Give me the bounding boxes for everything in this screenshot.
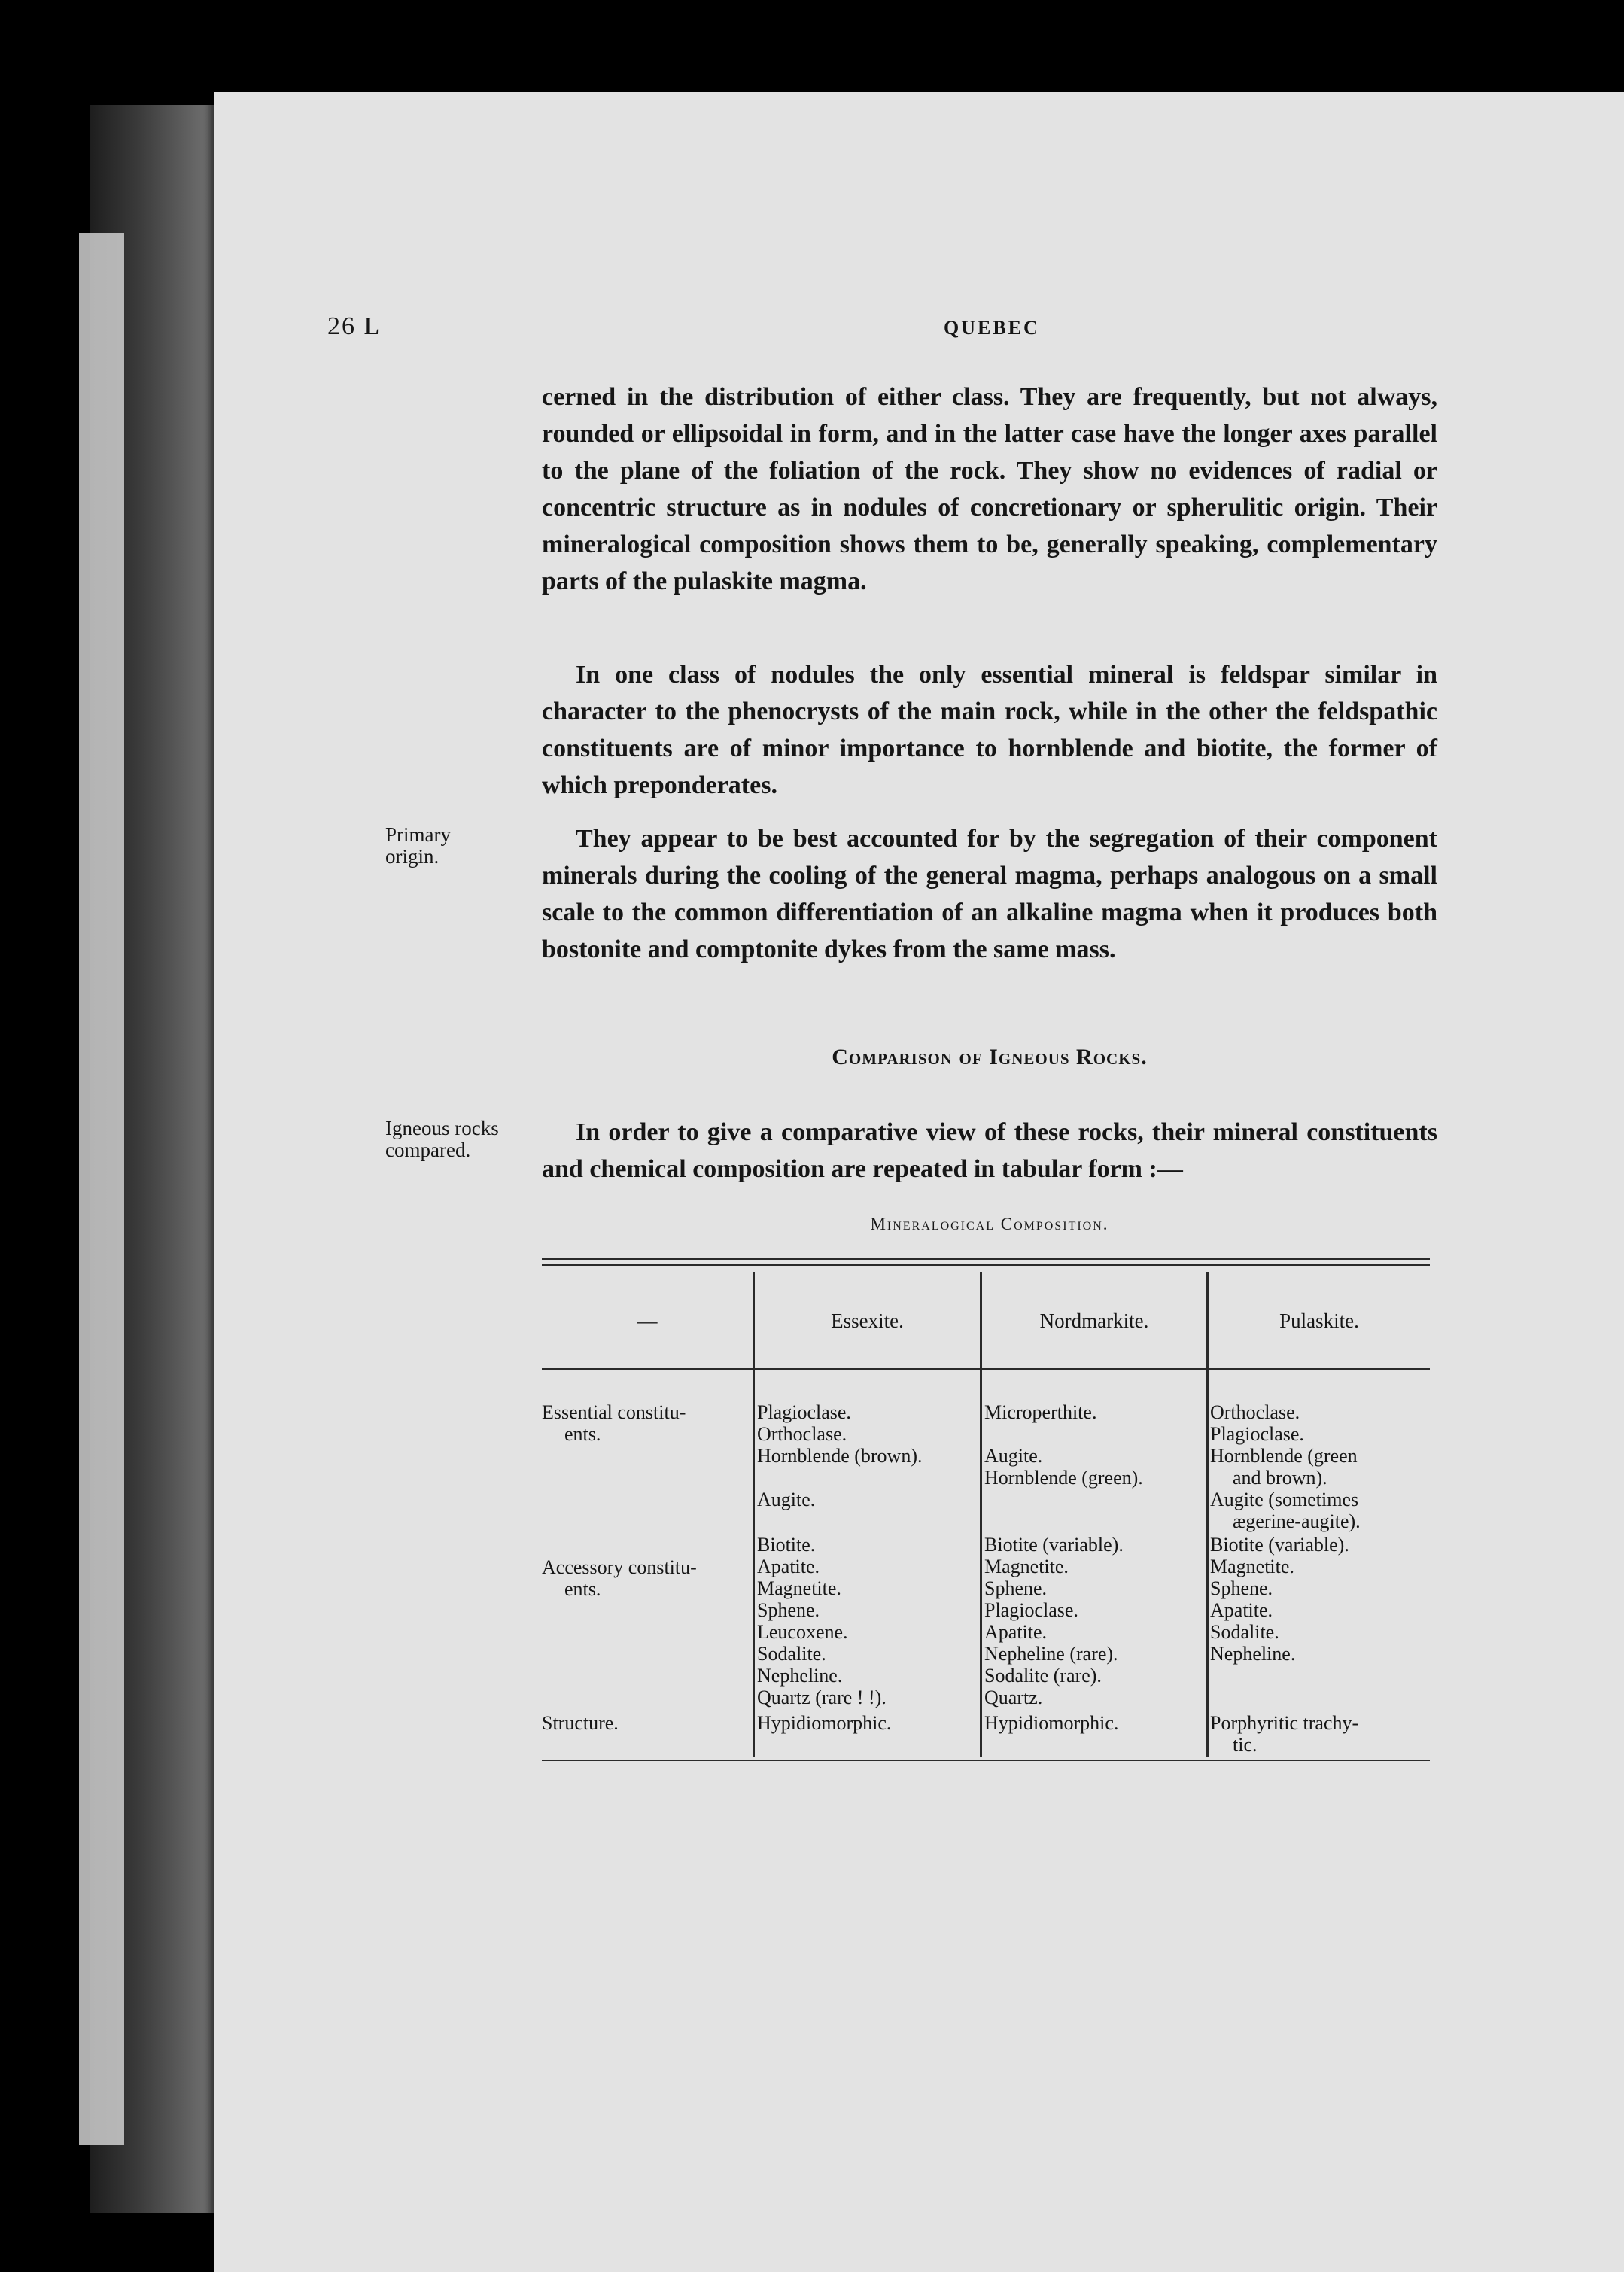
running-title: QUEBEC (944, 317, 1040, 339)
table-header-blank: — (637, 1309, 658, 1332)
row-label-structure: Structure. (542, 1712, 619, 1734)
table-header-rule (542, 1368, 1430, 1370)
row-label-accessory: Accessory constitu- ents. (542, 1556, 697, 1600)
column-divider-2 (980, 1272, 982, 1757)
paragraph-1: cerned in the distribution of either class. They are frequently, but not always, rounded or ellipsoidal in form, and in the latter case have the longer axes parallel to the plane of the foliation of the rock. They show no evidences of radial or concentric structure as in nodules of concretionary or spherulitic origin. Their mineralogical composition shows them to be, generally speaking, complementary parts of the pulaskite magma. (542, 383, 1437, 595)
pulaskite-essential: Orthoclase. Plagioclase. Hornblende (green and brown). Augite (sometimes ægerine-augite). (1210, 1401, 1361, 1532)
paragraph-3: They appear to be best accounted for by the segregation of their component minerals during the cooling of the general magma, perhaps analogous on a small scale to the common differentiation of an alkaline magma when it produces both bostonite and comptonite dykes from the same mass. (542, 825, 1437, 963)
row-label-essential: Essential constitu- ents. (542, 1401, 686, 1445)
table-caption: Mineralogical Composition. (870, 1215, 1109, 1233)
nordmarkite-structure: Hypidiomorphic. (984, 1712, 1119, 1734)
side-note-igneous-rocks: Igneous rocks compared. (385, 1117, 499, 1161)
pulaskite-structure: Porphyritic trachy- tic. (1210, 1712, 1359, 1756)
table-header-pulaskite: Pulaskite. (1279, 1309, 1359, 1332)
page-number: 26 L (327, 312, 382, 340)
section-heading: Comparison of Igneous Rocks. (832, 1045, 1148, 1069)
essexite-accessory: Biotite. Apatite. Magnetite. Sphene. Leucoxene. Sodalite. Nepheline. Quartz (rare ! !). (757, 1534, 887, 1708)
pulaskite-accessory: Biotite (variable). Magnetite. Sphene. Apatite. Sodalite. Nepheline. (1210, 1534, 1349, 1665)
nordmarkite-accessory: Biotite (variable). Magnetite. Sphene. Plagioclase. Apatite. Nepheline (rare). Sodalite (rare). Quartz. (984, 1534, 1124, 1708)
side-note-primary-origin: Primary origin. (385, 823, 451, 868)
table-top-rule-2 (542, 1264, 1430, 1266)
column-divider-1 (753, 1272, 755, 1757)
table-top-rule (542, 1258, 1430, 1260)
page-header (0, 312, 1624, 342)
essexite-essential: Plagioclase. Orthoclase. Hornblende (brown). (757, 1401, 923, 1467)
column-divider-3 (1206, 1272, 1209, 1757)
table-header-essexite: Essexite. (831, 1309, 904, 1332)
essexite-essential-augite: Augite. (757, 1489, 816, 1510)
paragraph-2: In one class of nodules the only essential mineral is feldspar similar in character to the phenocrysts of the main rock, while in the other the feldspathic constituents are of minor importance to hornblende and biotite, the former of which preponderates. (542, 661, 1437, 799)
paragraph-4: In order to give a comparative view of these rocks, their mineral constituents and chemical composition are repeated in tabular form :— (542, 1118, 1437, 1183)
essexite-structure: Hypidiomorphic. (757, 1712, 892, 1734)
nordmarkite-essential: Microperthite. Augite. Hornblende (green). (984, 1401, 1143, 1489)
table-bottom-rule (542, 1760, 1430, 1761)
table-header-nordmarkite: Nordmarkite. (1039, 1309, 1149, 1332)
